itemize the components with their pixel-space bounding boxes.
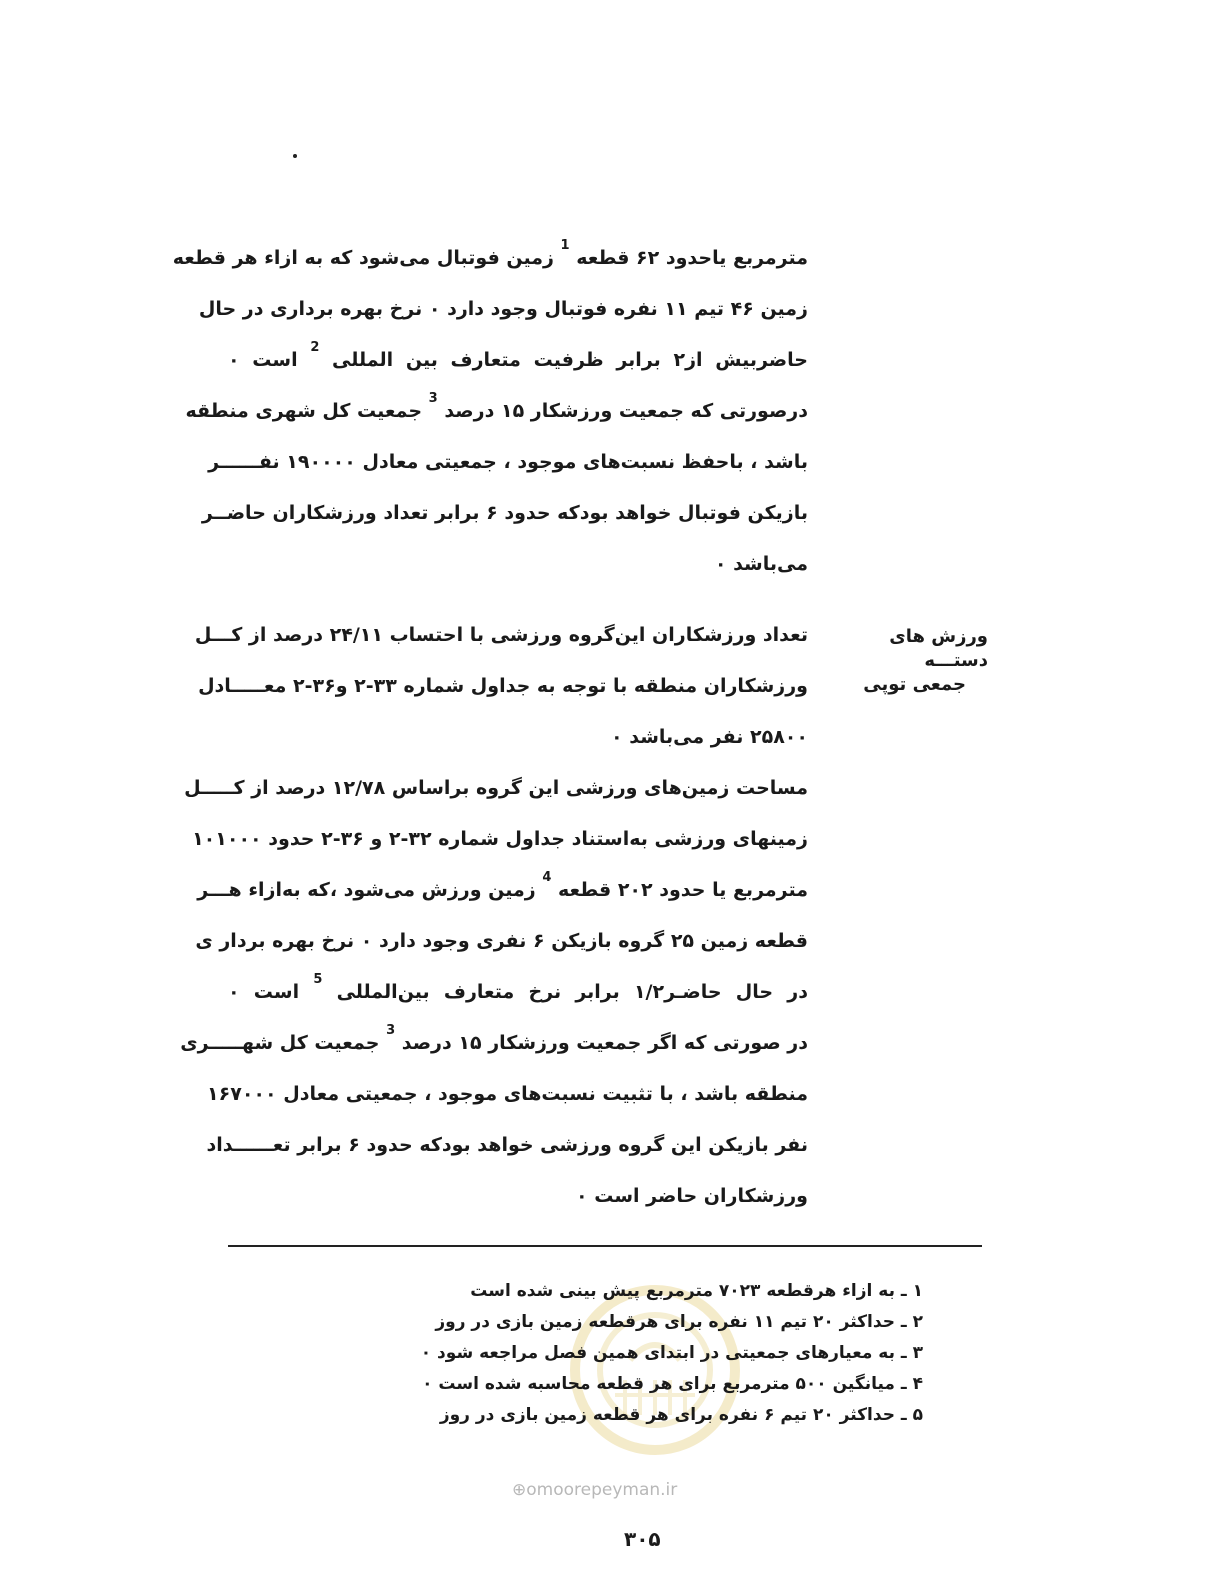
text-segment: می‌باشد ۰ bbox=[714, 553, 808, 575]
footnote-marker: 3 bbox=[386, 1022, 396, 1038]
text-segment: نفر بازیکن این گروه ورزشی خواهد بودکه حدود ۶ برابر تعــــــداد bbox=[206, 1134, 808, 1156]
text-segment: قطعه زمین ۲۵ گروه بازیکن ۶ نفری وجود دارد ۰ نرخ بهره بردار ی bbox=[195, 930, 808, 952]
footnote-marker: 5 bbox=[313, 971, 323, 987]
text-segment: مترمربع یاحدود ۶۲ قطعه bbox=[569, 247, 808, 269]
stray-dot bbox=[293, 154, 297, 158]
text-segment: جمعیت کل شهـــــری bbox=[180, 1032, 387, 1054]
watermark-text: omoorepeyman.ir bbox=[526, 1480, 678, 1500]
text-segment: در صورتی که اگر جمعیت ورزشکار ۱۵ درصد bbox=[395, 1032, 808, 1054]
page-number: ۳۰۵ bbox=[624, 1527, 661, 1551]
footnote-item: ۵ ـ حداکثر ۲۰ تیم ۶ نفره برای هر قطعه زمین بازی در روز bbox=[439, 1405, 923, 1425]
text-line bbox=[207, 1069, 808, 1120]
text-line bbox=[228, 539, 808, 590]
footnotes bbox=[403, 1276, 923, 1431]
side-heading-line: جمعی توپی bbox=[863, 674, 966, 695]
text-line bbox=[172, 233, 808, 284]
text-segment: باشد ، باحفظ نسبت‌های موجود ، جمعیتی معادل ۱۹۰۰۰۰ نفــــــر bbox=[208, 451, 808, 473]
text-segment: درصورتی که جمعیت ورزشکار ۱۵ درصد bbox=[437, 400, 808, 422]
text-line bbox=[228, 1171, 808, 1222]
text-segment: زمین ۴۶ تیم ۱۱ نفره فوتبال وجود دارد ۰ نرخ بهره برداری در حال bbox=[198, 298, 808, 320]
text-line bbox=[228, 967, 808, 1018]
side-heading bbox=[838, 625, 988, 697]
text-line bbox=[198, 284, 808, 335]
footnote-item: ۲ ـ حداکثر ۲۰ تیم ۱۱ نفره برای هرقطعه زمین بازی در روز bbox=[435, 1312, 923, 1332]
text-line bbox=[184, 763, 808, 814]
text-line bbox=[197, 865, 808, 916]
footnote-separator bbox=[228, 1245, 982, 1247]
side-heading-line: ورزش های دستـــه bbox=[889, 626, 988, 671]
footnote-item: ۱ ـ به ازاء هرقطعه ۷۰۲۳ مترمربع پیش بینی شده است bbox=[470, 1281, 923, 1301]
text-segment: زمین فوتبال می‌شود که به ازاء هر قطعه bbox=[172, 247, 561, 269]
footnote-marker: 4 bbox=[542, 869, 552, 885]
watermark-globe-icon: ⊕ bbox=[512, 1480, 527, 1500]
text-segment: است ۰ bbox=[228, 981, 314, 1003]
text-line bbox=[228, 712, 808, 763]
paragraph-football bbox=[172, 233, 808, 590]
text-line bbox=[228, 335, 808, 386]
text-line bbox=[180, 1018, 808, 1069]
text-line bbox=[192, 814, 808, 865]
footnote-item: ۴ ـ میانگین ۵۰۰ مترمربع برای هر قطعه محاسبه شده است ۰ bbox=[422, 1374, 923, 1394]
text-segment: بازیکن فوتبال خواهد بودکه حدود ۶ برابر تعداد ورزشکاران حاضــر bbox=[201, 502, 808, 524]
text-line bbox=[206, 1120, 808, 1171]
footnote-item: ۳ ـ به معیارهای جمعیتی در ابتدای همین فصل مراجعه شود ۰ bbox=[420, 1343, 923, 1363]
text-segment: در حال حاضـر۱/۲ برابر نرخ متعارف بین‌المللی bbox=[322, 981, 808, 1003]
text-line bbox=[195, 916, 808, 967]
text-line bbox=[194, 610, 808, 661]
text-line bbox=[185, 386, 808, 437]
text-segment: ۲۵۸۰۰ نفر می‌باشد ۰ bbox=[611, 726, 808, 748]
text-segment: زمین ورزش می‌شود ،که به‌ازاء هـــر bbox=[197, 879, 543, 901]
text-segment: مترمربع یا حدود ۲۰۲ قطعه bbox=[551, 879, 808, 901]
watermark bbox=[512, 1480, 677, 1500]
footnote-marker: 1 bbox=[560, 237, 570, 253]
footnote-marker: 2 bbox=[310, 339, 320, 355]
text-segment: منطقه باشد ، با تثبیت نسبت‌های موجود ، جمعیتی معادل ۱۶۷۰۰۰ bbox=[207, 1083, 808, 1105]
text-line bbox=[198, 661, 808, 712]
text-segment: است ۰ bbox=[228, 349, 311, 371]
paragraph-team-ball-sports bbox=[180, 610, 808, 1222]
text-line bbox=[208, 437, 808, 488]
text-segment: ورزشکاران منطقه با توجه به جداول شماره ۳۳-۲ و۳۶-۲ معـــــادل bbox=[198, 675, 808, 697]
text-segment: تعداد ورزشکاران این‌گروه ورزشی با احتساب ۲۴/۱۱ درصد از کـــل bbox=[194, 624, 808, 646]
text-segment: جمعیت کل شهری منطقه bbox=[185, 400, 429, 422]
footnote-marker: 3 bbox=[428, 390, 438, 406]
text-segment: مساحت زمین‌های ورزشی این گروه براساس ۱۲/۷۸ درصد از کـــــل bbox=[184, 777, 808, 799]
text-segment: ورزشکاران حاضر است ۰ bbox=[576, 1185, 808, 1207]
text-segment: حاضربیش از۲ برابر ظرفیت متعارف بین المللی bbox=[319, 349, 808, 371]
text-segment: زمینهای ورزشی به‌استناد جداول شماره ۳۲-۲ و ۳۶-۲ حدود ۱۰۱۰۰۰ bbox=[192, 828, 808, 850]
text-line bbox=[201, 488, 808, 539]
